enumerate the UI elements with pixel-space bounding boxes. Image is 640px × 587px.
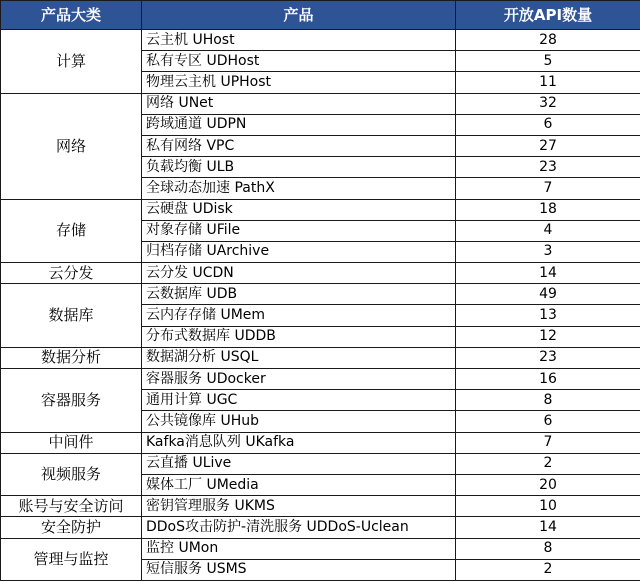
api-count-cell: 7 bbox=[456, 178, 640, 199]
api-count-cell: 49 bbox=[456, 284, 640, 305]
table-row bbox=[1, 347, 640, 368]
table-row bbox=[1, 432, 640, 453]
api-count-cell: 27 bbox=[456, 135, 640, 156]
table-row bbox=[1, 496, 640, 517]
product-cell: 跨域通道 UDPN bbox=[142, 114, 456, 135]
product-cell: 网络 UNet bbox=[142, 93, 456, 114]
api-count-cell: 10 bbox=[456, 496, 640, 517]
product-cell: 云硬盘 UDisk bbox=[142, 199, 456, 220]
category-cell: 数据库 bbox=[1, 284, 142, 348]
api-count-cell: 8 bbox=[456, 390, 640, 411]
api-count-cell: 13 bbox=[456, 305, 640, 326]
header-product: 产品 bbox=[142, 1, 456, 30]
header-api-count: 开放API数量 bbox=[456, 1, 640, 30]
product-cell: 对象存储 UFile bbox=[142, 220, 456, 241]
product-cell: 云数据库 UDB bbox=[142, 284, 456, 305]
api-count-cell: 3 bbox=[456, 241, 640, 262]
product-cell: 负载均衡 ULB bbox=[142, 157, 456, 178]
product-cell: 数据湖分析 USQL bbox=[142, 347, 456, 368]
category-cell: 数据分析 bbox=[1, 347, 142, 368]
category-cell: 容器服务 bbox=[1, 369, 142, 433]
api-count-cell: 7 bbox=[456, 432, 640, 453]
product-cell: Kafka消息队列 UKafka bbox=[142, 432, 456, 453]
api-count-cell: 32 bbox=[456, 93, 640, 114]
category-cell: 网络 bbox=[1, 93, 142, 199]
api-count-cell: 16 bbox=[456, 369, 640, 390]
api-count-cell: 20 bbox=[456, 474, 640, 495]
table-row bbox=[1, 30, 640, 51]
api-count-cell: 4 bbox=[456, 220, 640, 241]
product-cell: 密钥管理服务 UKMS bbox=[142, 496, 456, 517]
table-row bbox=[1, 284, 640, 305]
api-count-cell: 11 bbox=[456, 72, 640, 93]
category-cell: 存储 bbox=[1, 199, 142, 263]
product-cell: 云直播 ULive bbox=[142, 453, 456, 474]
product-cell: 云分发 UCDN bbox=[142, 263, 456, 284]
product-cell: 私有网络 VPC bbox=[142, 135, 456, 156]
table-row bbox=[1, 199, 640, 220]
product-cell: 归档存储 UArchive bbox=[142, 241, 456, 262]
api-count-cell: 18 bbox=[456, 199, 640, 220]
api-count-cell: 14 bbox=[456, 517, 640, 538]
table-body bbox=[1, 30, 640, 581]
product-cell: 公共镜像库 UHub bbox=[142, 411, 456, 432]
table-row bbox=[1, 538, 640, 559]
api-count-cell: 2 bbox=[456, 453, 640, 474]
product-cell: 容器服务 UDocker bbox=[142, 369, 456, 390]
category-cell: 管理与监控 bbox=[1, 538, 142, 580]
product-cell: 全球动态加速 PathX bbox=[142, 178, 456, 199]
category-cell: 云分发 bbox=[1, 263, 142, 284]
category-cell: 计算 bbox=[1, 30, 142, 94]
table-row bbox=[1, 369, 640, 390]
api-count-cell: 28 bbox=[456, 30, 640, 51]
table-header-row bbox=[1, 1, 640, 30]
api-count-cell: 23 bbox=[456, 157, 640, 178]
product-cell: 私有专区 UDHost bbox=[142, 51, 456, 72]
table-row bbox=[1, 93, 640, 114]
api-count-cell: 2 bbox=[456, 559, 640, 580]
table-row bbox=[1, 517, 640, 538]
api-count-cell: 14 bbox=[456, 263, 640, 284]
product-cell: 短信服务 USMS bbox=[142, 559, 456, 580]
table-row bbox=[1, 453, 640, 474]
api-count-cell: 23 bbox=[456, 347, 640, 368]
product-cell: DDoS攻击防护-清洗服务 UDDoS-Uclean bbox=[142, 517, 456, 538]
api-count-cell: 8 bbox=[456, 538, 640, 559]
category-cell: 视频服务 bbox=[1, 453, 142, 495]
api-count-cell: 6 bbox=[456, 114, 640, 135]
product-cell: 物理云主机 UPHost bbox=[142, 72, 456, 93]
product-cell: 媒体工厂 UMedia bbox=[142, 474, 456, 495]
category-cell: 中间件 bbox=[1, 432, 142, 453]
api-count-cell: 12 bbox=[456, 326, 640, 347]
api-count-cell: 6 bbox=[456, 411, 640, 432]
category-cell: 账号与安全访问 bbox=[1, 496, 142, 517]
header-category: 产品大类 bbox=[1, 1, 142, 30]
product-cell: 分布式数据库 UDDB bbox=[142, 326, 456, 347]
product-cell: 云主机 UHost bbox=[142, 30, 456, 51]
product-cell: 监控 UMon bbox=[142, 538, 456, 559]
category-cell: 安全防护 bbox=[1, 517, 142, 538]
product-cell: 通用计算 UGC bbox=[142, 390, 456, 411]
table-row bbox=[1, 263, 640, 284]
api-count-cell: 5 bbox=[456, 51, 640, 72]
product-cell: 云内存存储 UMem bbox=[142, 305, 456, 326]
